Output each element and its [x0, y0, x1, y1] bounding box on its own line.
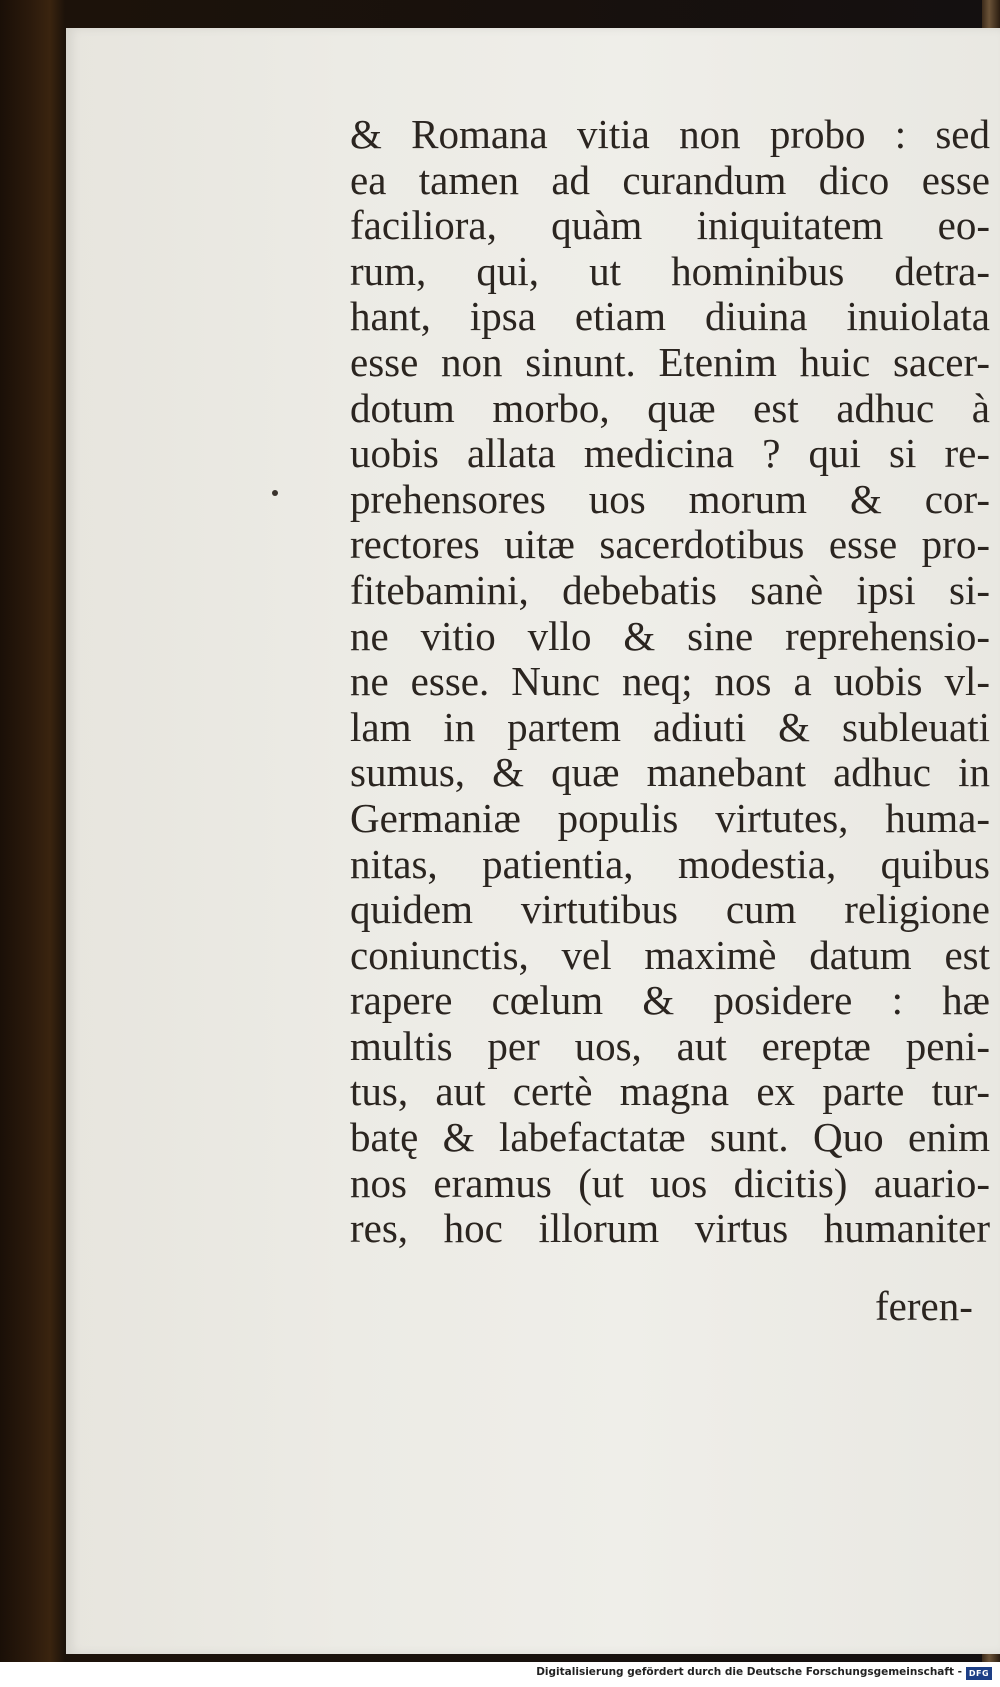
text-line: batę & labefactatæ sunt. Quo enim	[350, 1115, 990, 1161]
catchword: feren-	[875, 1283, 973, 1329]
text-line: hant, ipsa etiam diuina inuiolata	[350, 294, 990, 340]
text-line: sumus, & quæ manebant adhuc in	[350, 750, 990, 796]
text-line: ea tamen ad curandum dico esse	[350, 157, 990, 203]
text-line: esse non sinunt. Etenim huic sacer-	[350, 339, 990, 385]
text-line: res, hoc illorum virtus humaniter	[350, 1206, 990, 1252]
text-line: faciliora, quàm iniquitatem eo-	[350, 203, 990, 249]
text-line: fitebamini, debebatis sanè ipsi si-	[350, 567, 990, 613]
text-line: quidem virtutibus cum religione	[350, 887, 990, 933]
text-line: nos eramus (ut uos dicitis) auario-	[350, 1160, 990, 1206]
text-line: dotum morbo, quæ est adhuc à	[350, 385, 990, 431]
text-line: multis per uos, aut ereptæ peni-	[350, 1023, 990, 1069]
text-line: ne esse. Nunc neq; nos a uobis vl-	[350, 659, 990, 705]
text-line: rum, qui, ut hominibus detra-	[350, 248, 990, 294]
text-line: coniunctis, vel maximè datum est	[350, 932, 990, 978]
text-line: nitas, patientia, modestia, quibus	[350, 841, 990, 887]
text-line: tus, aut certè magna ex parte tur-	[350, 1069, 990, 1115]
page-text	[350, 112, 990, 1252]
text-line: prehensores uos morum & cor-	[350, 476, 990, 522]
margin-dot-mark	[272, 490, 278, 496]
text-line: rapere cœlum & posidere : hæ	[350, 978, 990, 1024]
text-line: ne vitio vllo & sine reprehensio-	[350, 613, 990, 659]
text-line: uobis allata medicina ? qui si re-	[350, 431, 990, 477]
text-line: lam in partem adiuti & subleuati	[350, 704, 990, 750]
digitization-credit: Digitalisierung gefördert durch die Deutsche Forschungsgemeinschaft -	[536, 1666, 962, 1678]
text-line: & Romana vitia non probo : sed	[350, 112, 990, 157]
dfg-logo-icon: DFG	[966, 1667, 992, 1680]
text-line: rectores uitæ sacerdotibus esse pro-	[350, 522, 990, 568]
text-line: Germaniæ populis virtutes, huma-	[350, 795, 990, 841]
